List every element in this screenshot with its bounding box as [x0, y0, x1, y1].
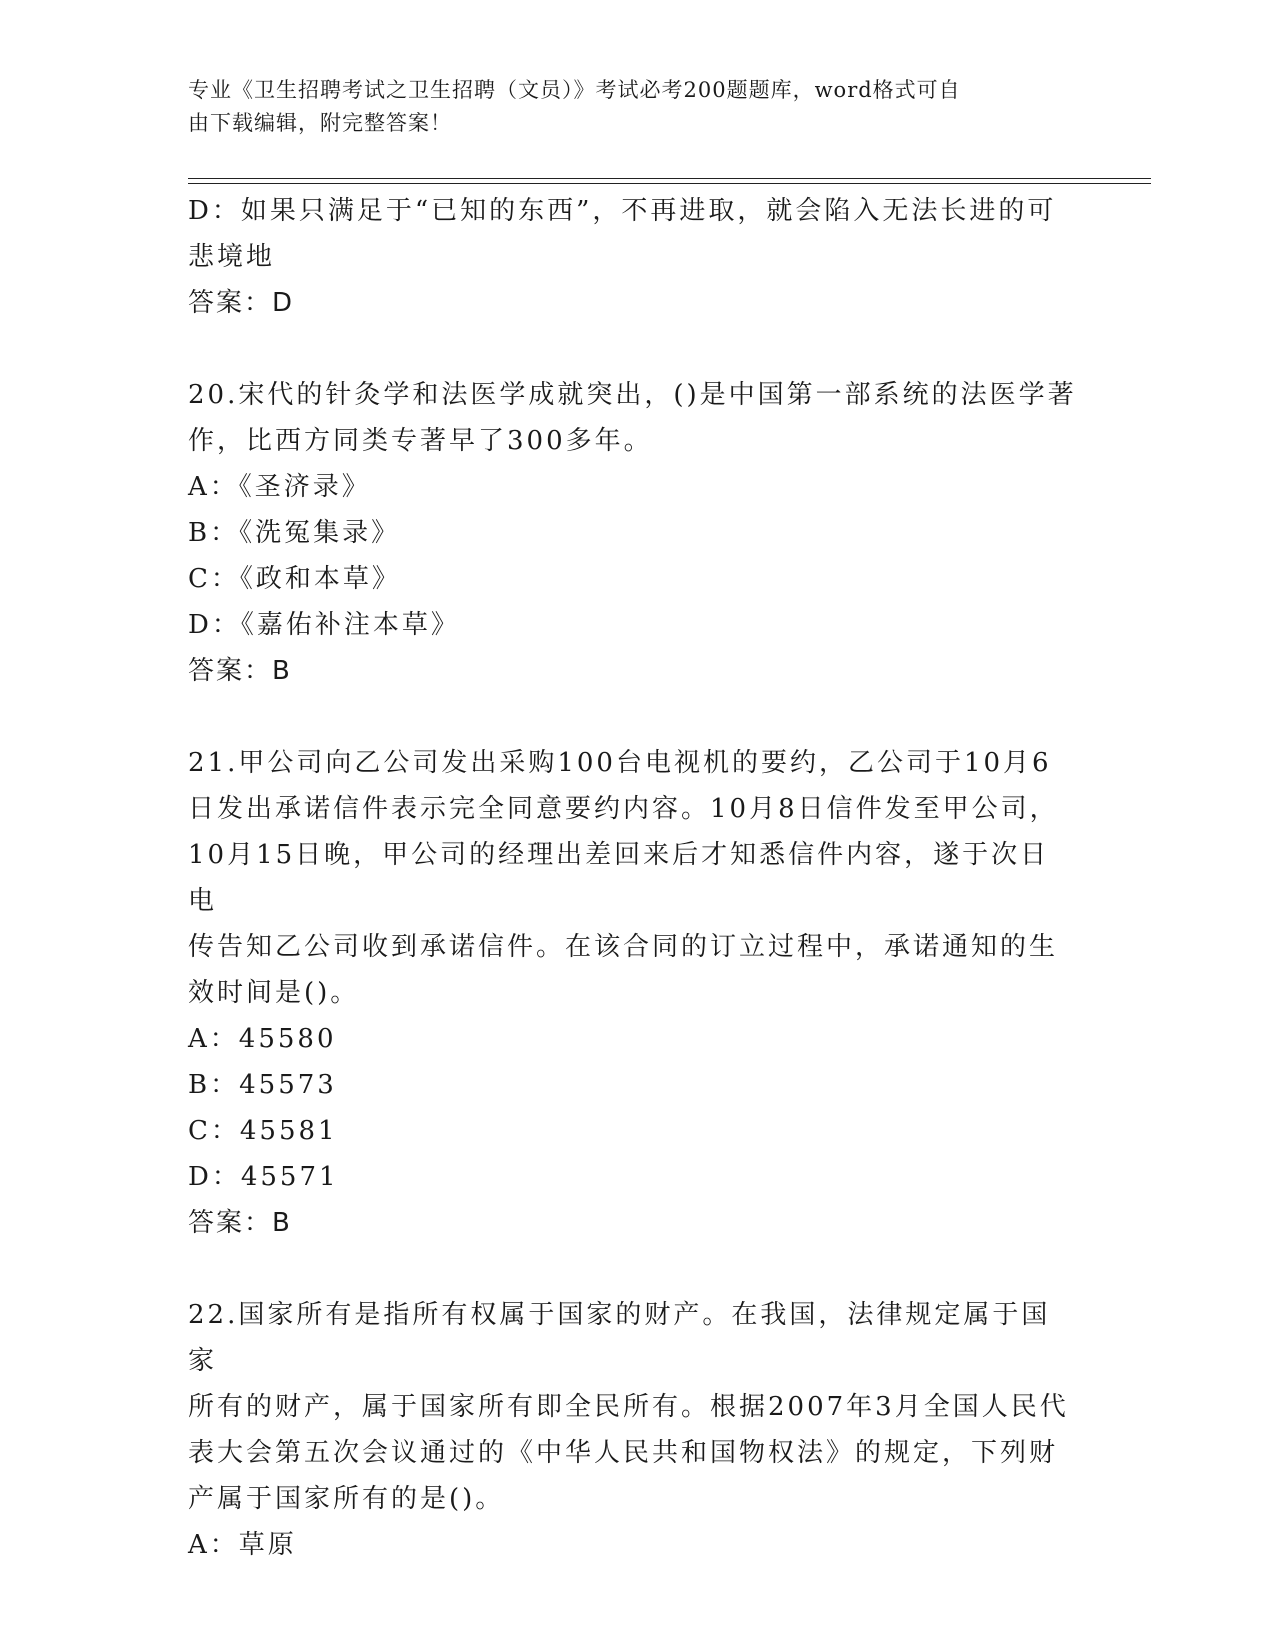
question-stem: 效时间是()。	[188, 978, 360, 1008]
option-d: D：《嘉佑补注本草》	[188, 610, 460, 640]
option-b: B：45573	[188, 1070, 337, 1100]
question-stem: 所有的财产，属于国家所有即全民所有。根据2007年3月全国人民代	[188, 1392, 1069, 1422]
question-stem: 10月15日晚，甲公司的经理出差回来后才知悉信件内容，遂于次日电	[188, 840, 1050, 916]
option-d: D：45571	[188, 1162, 339, 1192]
question-20	[188, 372, 1078, 694]
option-d: D：如果只满足于“已知的东西”，不再进取，就会陷入无法长进的可	[188, 196, 1057, 226]
option-a: A：草原	[188, 1530, 297, 1560]
question-stem: 日发出承诺信件表示完全同意要约内容。10月8日信件发至甲公司，	[188, 794, 1059, 824]
answer-line: 答案：D	[188, 288, 295, 318]
question-stem: 产属于国家所有的是()。	[188, 1484, 505, 1514]
option-c: C：《政和本草》	[188, 564, 401, 594]
header-divider-bottom	[188, 183, 1151, 184]
question-content	[188, 188, 1078, 1568]
question-stem: 作，比西方同类专著早了300多年。	[188, 426, 653, 456]
option-a: A：《圣济录》	[188, 472, 371, 502]
option-a: A：45580	[188, 1024, 337, 1054]
question-22	[188, 1292, 1078, 1568]
header-divider-top	[188, 178, 1151, 179]
question-21	[188, 740, 1078, 1246]
option-b: B：《洗冤集录》	[188, 518, 401, 548]
option-d-continued: 悲境地	[188, 242, 276, 272]
question-stem: 20.宋代的针灸学和法医学成就突出，()是中国第一部系统的法医学著	[188, 380, 1077, 410]
question-stem: 21.甲公司向乙公司发出采购100台电视机的要约，乙公司于10月6	[188, 748, 1052, 778]
answer-line: 答案：B	[188, 656, 292, 686]
document-header	[188, 74, 1068, 140]
header-line-2: 由下载编辑，附完整答案！	[188, 111, 452, 135]
header-line-1: 专业《卫生招聘考试之卫生招聘（文员）》考试必考200题题库，word格式可自	[188, 78, 961, 102]
question-19-tail	[188, 188, 1078, 326]
answer-line: 答案：B	[188, 1208, 292, 1238]
option-c: C：45581	[188, 1116, 338, 1146]
question-stem: 传告知乙公司收到承诺信件。在该合同的订立过程中，承诺通知的生	[188, 932, 1059, 962]
question-stem: 表大会第五次会议通过的《中华人民共和国物权法》的规定，下列财	[188, 1438, 1059, 1468]
question-stem: 22.国家所有是指所有权属于国家的财产。在我国，法律规定属于国家	[188, 1300, 1051, 1376]
